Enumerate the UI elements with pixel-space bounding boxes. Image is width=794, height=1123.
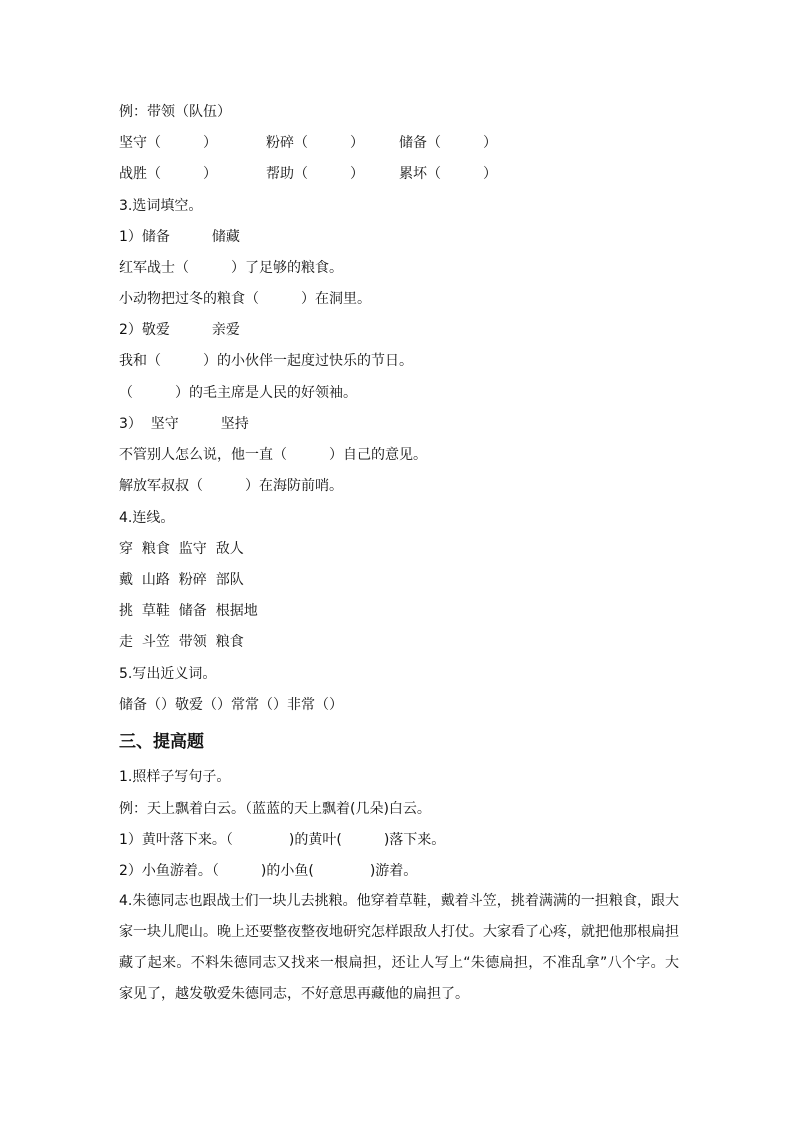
q3-line-4: 2）敬爱 亲爱 [119,322,240,338]
word-pair-row-2: 战胜（ ） 帮助（ ） 累坏（ ） [119,166,497,182]
q3-line-3: 小动物把过冬的粮食（ ）在洞里。 [119,291,371,307]
q4-line-1: 穿 粮食 监守 敌人 [119,541,244,557]
q4-line-2: 戴 山路 粉碎 部队 [119,572,244,588]
q5-title: 5.写出近义词。 [119,666,217,682]
q3-line-2: 红军战士（ ）了足够的粮食。 [119,260,343,276]
q3-line-7: 3） 坚守 坚持 [119,416,249,432]
q3-line-9: 解放军叔叔（ ）在海防前哨。 [119,478,343,494]
q3-line-1: 1）储备 储藏 [119,229,240,245]
reading-paragraph: 4.朱德同志也跟战士们一块儿去挑粮。他穿着草鞋，戴着斗笠，挑着满满的一担粮食，跟大家一块儿爬山。晚上还要整夜整夜地研究怎样跟敌人打仗。大家看了心疼，就把他那根扁担藏了起来。不料朱德同志又找来一根扁担，还让人写上“朱德扁担，不准乱拿”八个字。大家见了，越发敬爱朱德同志，不好意思再藏他的扁担了。 [119,893,679,1002]
example-line: 例：带领（队伍） [119,104,231,120]
q4-line-3: 挑 草鞋 储备 根据地 [119,603,258,619]
q3-line-5: 我和（ ）的小伙伴一起度过快乐的节日。 [119,353,413,369]
q1-item-1: 1）黄叶落下来。（ )的黄叶( )落下来。 [119,832,446,848]
q5-line: 储备（）敬爱（）常常（）非常（） [119,697,343,713]
word-pair-row-1: 坚守（ ） 粉碎（ ） 储备（ ） [119,135,497,151]
q1-title: 1.照样子写句子。 [119,769,231,785]
q4-line-4: 走 斗笠 带领 粮食 [119,634,244,650]
q1-example: 例：天上飘着白云。（蓝蓝的天上飘着(几朵)白云。 [119,801,431,817]
q3-line-6: （ ）的毛主席是人民的好领袖。 [119,385,357,401]
q4-title: 4.连线。 [119,510,175,526]
q1-item-2: 2）小鱼游着。（ )的小鱼( )游着。 [119,863,418,879]
section-heading: 三、提高题 [119,732,204,752]
q3-title: 3.选词填空。 [119,198,203,214]
q3-line-8: 不管别人怎么说，他一直（ ）自己的意见。 [119,447,427,463]
